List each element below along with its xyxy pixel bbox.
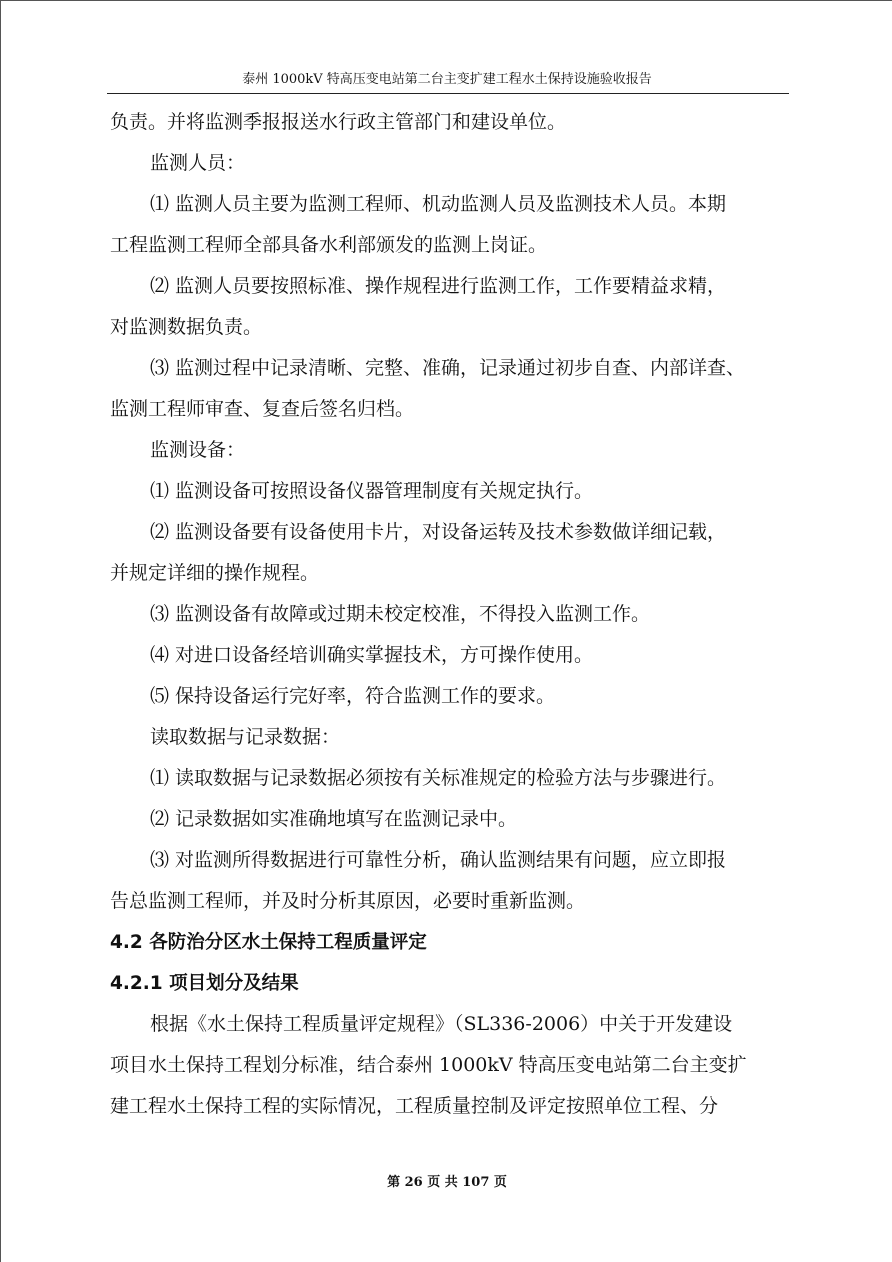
text-line: 对监测数据负责。 bbox=[110, 316, 263, 338]
page-header: 泰州 1000kV 特高压变电站第二台主变扩建工程水土保持设施验收报告 bbox=[242, 72, 652, 87]
text-line: 根据《水土保持工程质量评定规程》（SL336-2006）中关于开发建设 bbox=[150, 1013, 733, 1035]
header-rule bbox=[107, 93, 789, 94]
text-line: 监测工程师审查、复查后签名归档。 bbox=[110, 398, 415, 420]
text-line: ⑴ 读取数据与记录数据必须按有关标准规定的检验方法与步骤进行。 bbox=[150, 767, 727, 789]
section-label-equipment: 监测设备： bbox=[150, 439, 246, 461]
text-line: 告总监测工程师，并及时分析其原因，必要时重新监测。 bbox=[110, 890, 586, 912]
section-label-personnel: 监测人员： bbox=[150, 152, 246, 174]
text-line: ⑷ 对进口设备经培训确实掌握技术，方可操作使用。 bbox=[150, 644, 594, 666]
text-line: ⑶ 监测设备有故障或过期未校定校准，不得投入监测工作。 bbox=[150, 603, 651, 625]
document-body bbox=[110, 102, 786, 1127]
text-line: 并规定详细的操作规程。 bbox=[110, 562, 320, 584]
text-line: ⑵ 记录数据如实准确地填写在监测记录中。 bbox=[150, 808, 518, 830]
text-line: ⑶ 监测过程中记录清晰、完整、准确，记录通过初步自查、内部详查、 bbox=[150, 357, 746, 379]
text-line: ⑸ 保持设备运行完好率，符合监测工作的要求。 bbox=[150, 685, 556, 707]
text-line: ⑵ 监测人员要按照标准、操作规程进行监测工作，工作要精益求精， bbox=[150, 275, 727, 297]
section-heading: 4.2 各防治分区水土保持工程质量评定 bbox=[110, 932, 427, 953]
text-line: ⑴ 监测设备可按照设备仪器管理制度有关规定执行。 bbox=[150, 480, 594, 502]
text-line: 建工程水土保持工程的实际情况，工程质量控制及评定按照单位工程、分 bbox=[110, 1095, 719, 1117]
text-line: ⑶ 对监测所得数据进行可靠性分析，确认监测结果有问题，应立即报 bbox=[150, 849, 727, 871]
text-line: 负责。并将监测季报报送水行政主管部门和建设单位。 bbox=[110, 111, 567, 133]
page-footer: 第 26 页 共 107 页 bbox=[387, 1175, 507, 1190]
text-line: 项目水土保持工程划分标准，结合泰州 1000kV 特高压变电站第二台主变扩 bbox=[110, 1054, 747, 1076]
text-line: ⑵ 监测设备要有设备使用卡片，对设备运转及技术参数做详细记载， bbox=[150, 521, 727, 543]
text-line: 工程监测工程师全部具备水利部颁发的监测上岗证。 bbox=[110, 234, 548, 256]
text-line: ⑴ 监测人员主要为监测工程师、机动监测人员及监测技术人员。本期 bbox=[150, 193, 727, 215]
subsection-heading: 4.2.1 项目划分及结果 bbox=[110, 973, 299, 994]
section-label-data: 读取数据与记录数据： bbox=[150, 726, 341, 748]
